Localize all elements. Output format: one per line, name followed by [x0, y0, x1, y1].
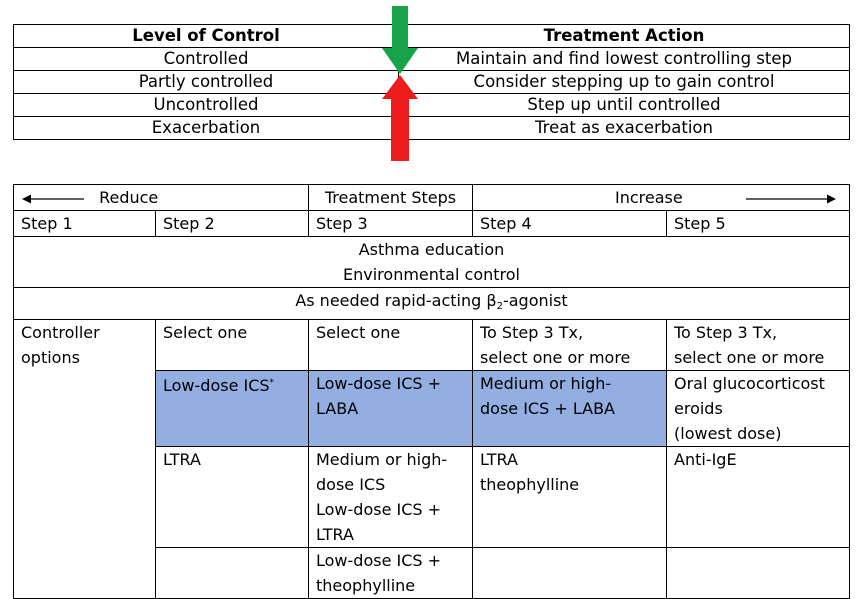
reduce-cell	[14, 185, 309, 211]
step5-option-anti-ige: Anti-IgE	[667, 447, 850, 548]
rapid-agonist-cell	[14, 288, 850, 320]
action-cell: Treat as exacerbation	[399, 117, 850, 140]
step4-opt2-line2: theophylline	[480, 475, 580, 494]
level-cell: Controlled	[14, 48, 399, 71]
steps-row	[14, 211, 850, 237]
step4-head-line1: To Step 3 Tx,	[480, 323, 584, 342]
increase-cell	[473, 185, 850, 211]
step3-option-medium-ics-or-ltra	[309, 447, 473, 548]
asthma-education: Asthma education	[358, 240, 505, 259]
step3-opt2-line2: dose ICS	[316, 475, 386, 494]
step-4-header: Step 4	[473, 211, 667, 237]
low-dose-ics-text: Low-dose ICS	[163, 376, 270, 395]
step5-head-line1: To Step 3 Tx,	[674, 323, 778, 342]
header-treatment-action: Treatment Action	[399, 25, 850, 48]
step3-opt2-line4: LTRA	[316, 525, 354, 544]
action-cell: Step up until controlled	[399, 94, 850, 117]
environmental-control: Environmental control	[343, 265, 520, 284]
step-2-header: Step 2	[156, 211, 309, 237]
controller-label: Controller	[21, 323, 100, 342]
rapid-agonist-row	[14, 288, 850, 320]
rapid-agonist-suffix: -agonist	[502, 291, 568, 310]
increase-label: Increase	[615, 188, 683, 207]
step4-select-cell	[473, 320, 667, 371]
step5-opt1-line3: (lowest dose)	[674, 424, 782, 443]
step4-option-ltra-theophylline	[473, 447, 667, 548]
step3-opt3-line2: theophylline	[316, 576, 416, 595]
step4-empty-cell	[473, 548, 667, 599]
increase-arrow-icon	[746, 193, 836, 205]
step-up-arrow-icon	[381, 75, 419, 163]
treatment-steps-table	[13, 184, 850, 599]
step-1-header: Step 1	[14, 211, 156, 237]
controller-options-cell	[14, 320, 156, 599]
education-environment-cell	[14, 237, 850, 288]
step4-opt1-line1: Medium or high-	[480, 374, 612, 393]
direction-row	[14, 185, 850, 211]
step-3-header: Step 3	[309, 211, 473, 237]
action-cell: Consider stepping up to gain control	[399, 71, 850, 94]
step2-option-low-dose-ics	[156, 371, 309, 447]
step5-empty-cell	[667, 548, 850, 599]
step4-opt1-line2: dose ICS + LABA	[480, 399, 615, 418]
control-table-header	[14, 25, 850, 48]
options-label: options	[21, 348, 80, 367]
step5-select-cell	[667, 320, 850, 371]
header-level-of-control: Level of Control	[14, 25, 399, 48]
action-cell: Maintain and find lowest controlling step	[399, 48, 850, 71]
step5-opt1-line2: eroids	[674, 399, 723, 418]
step3-opt3-line1: Low-dose ICS +	[316, 551, 442, 570]
rapid-agonist-subscript: 2	[496, 301, 503, 312]
control-level-table	[13, 24, 850, 140]
step2-select-one: Select one	[156, 320, 309, 371]
control-row	[14, 48, 850, 71]
step5-option-oral-glucocorticosteroids	[667, 371, 850, 447]
step3-opt1-line2: LABA	[316, 399, 359, 418]
step2-empty-cell	[156, 548, 309, 599]
step4-head-line2: select one or more	[480, 348, 631, 367]
step3-option-ics-laba	[309, 371, 473, 447]
level-cell: Partly controlled	[14, 71, 399, 94]
control-row	[14, 71, 850, 94]
step5-head-line2: select one or more	[674, 348, 825, 367]
step3-opt2-line1: Medium or high-	[316, 450, 448, 469]
step3-opt1-line1: Low-dose ICS +	[316, 374, 442, 393]
level-cell: Exacerbation	[14, 117, 399, 140]
level-cell: Uncontrolled	[14, 94, 399, 117]
control-row	[14, 94, 850, 117]
step2-option-ltra: LTRA	[156, 447, 309, 548]
step3-select-one: Select one	[309, 320, 473, 371]
treatment-steps-label: Treatment Steps	[309, 185, 473, 211]
step3-opt2-line3: Low-dose ICS +	[316, 500, 442, 519]
step4-option-ics-laba	[473, 371, 667, 447]
controller-header-row	[14, 320, 850, 371]
step-5-header: Step 5	[667, 211, 850, 237]
rapid-agonist-text: As needed rapid-acting β	[295, 291, 497, 310]
step5-opt1-line1: Oral glucocorticost	[674, 374, 825, 393]
step3-option-ics-theophylline	[309, 548, 473, 599]
control-row	[14, 117, 850, 140]
reduce-arrow-icon	[22, 193, 86, 205]
step4-opt2-line1: LTRA	[480, 450, 518, 469]
step-down-arrow-icon	[381, 6, 419, 76]
reduce-label: Reduce	[99, 188, 159, 207]
education-row	[14, 237, 850, 288]
footnote-mark: *	[269, 378, 275, 388]
